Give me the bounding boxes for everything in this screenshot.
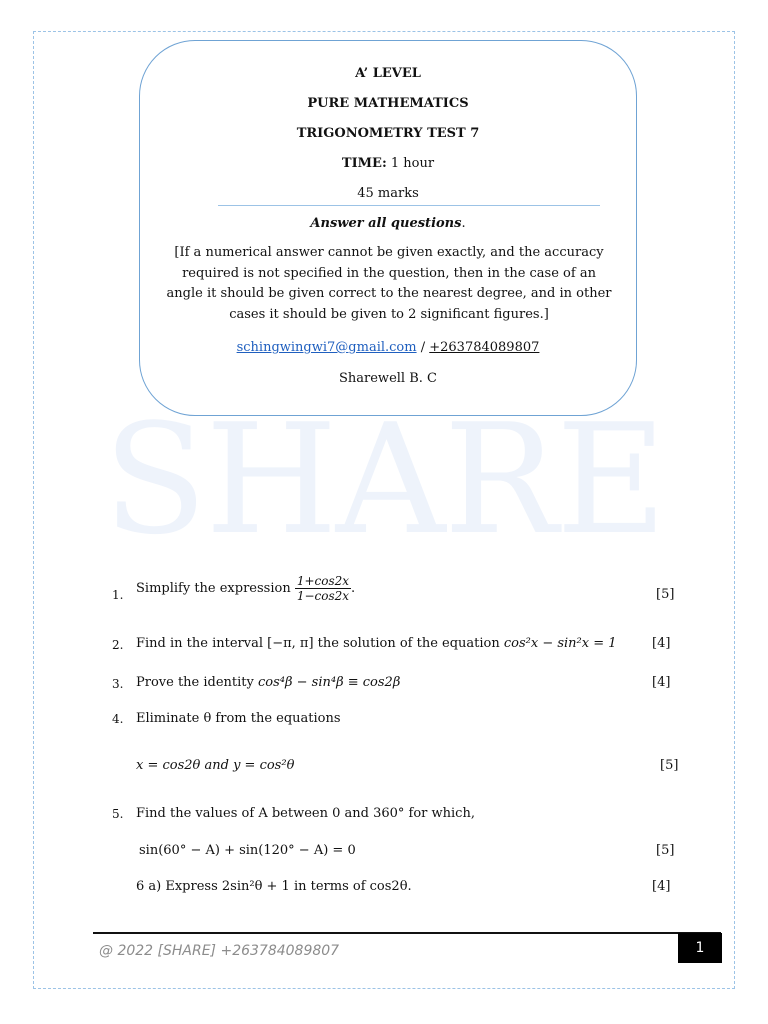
- time-line: [140, 156, 636, 171]
- q1-marks: [5]: [656, 587, 675, 602]
- q5-equation: sin(60° − A) + sin(120° − A) = 0: [139, 843, 356, 858]
- footer-rule: [93, 932, 721, 934]
- q3-number: 3.: [112, 677, 124, 691]
- q6-marks: [4]: [652, 879, 671, 894]
- q2-number: 2.: [112, 638, 124, 652]
- watermark: SHARE: [103, 391, 665, 568]
- q1-denominator: 1−cos2x: [296, 589, 350, 603]
- header-divider: [218, 205, 600, 206]
- time-label: TIME:: [341, 156, 387, 171]
- q4-equation: x = cos2θ and y = cos²θ: [136, 758, 295, 773]
- q3-marks: [4]: [652, 675, 671, 690]
- phone-link[interactable]: +263784089807: [429, 340, 540, 355]
- instruction-end: .: [461, 216, 466, 231]
- q6-text: 6 a) Express 2sin²θ + 1 in terms of cos2θ.: [136, 879, 412, 894]
- accuracy-note: [If a numerical answer cannot be given exactly, and the accuracy required is not specified in the question, then in the case of an angle it should be given correct to the nearest degree, and in other cases it should be given to 2 significant figures.]: [166, 245, 612, 322]
- q1-prompt: Simplify the expression: [136, 581, 295, 596]
- q4-number: 4.: [112, 712, 124, 726]
- total-marks: 45 marks: [357, 186, 419, 201]
- q5-text: Find the values of A between 0 and 360° for which,: [136, 806, 475, 821]
- q1-number: 1.: [112, 588, 124, 602]
- q5-number: 5.: [112, 807, 124, 821]
- q4-marks: [5]: [660, 758, 679, 773]
- email-link[interactable]: schingwingwi7@gmail.com: [236, 340, 417, 355]
- header-box: [139, 40, 637, 416]
- q5-marks: [5]: [656, 843, 675, 858]
- q1-text: [136, 574, 355, 603]
- q4-text: Eliminate θ from the equations: [136, 711, 341, 726]
- q3-prompt: Prove the identity: [136, 675, 259, 690]
- q3-equation: cos⁴β − sin⁴β ≡ cos2β: [258, 675, 401, 690]
- page-number: 1: [678, 933, 722, 963]
- q2-text: [136, 636, 617, 651]
- q3-text: [136, 675, 400, 690]
- q1-numerator: 1+cos2x: [296, 574, 350, 588]
- contact-separator: /: [416, 340, 430, 355]
- contact-line: [140, 340, 636, 355]
- q2-prompt: Find in the interval [−π, π] the solution of the equation: [136, 636, 504, 651]
- q2-equation: cos²x − sin²x = 1: [503, 636, 617, 651]
- test-title: TRIGONOMETRY TEST 7: [296, 126, 480, 141]
- instruction: Answer all questions: [310, 216, 462, 231]
- author: Sharewell B. C: [339, 371, 437, 386]
- footer-text: @ 2022 [SHARE] +263784089807: [99, 943, 340, 959]
- level-title: A’ LEVEL: [355, 66, 421, 81]
- time-value: 1 hour: [386, 156, 435, 171]
- subject-title: PURE MATHEMATICS: [307, 96, 469, 111]
- q1-fraction: [295, 574, 351, 603]
- instruction-line: [140, 216, 636, 231]
- q2-marks: [4]: [652, 636, 671, 651]
- q1-end: .: [351, 581, 356, 596]
